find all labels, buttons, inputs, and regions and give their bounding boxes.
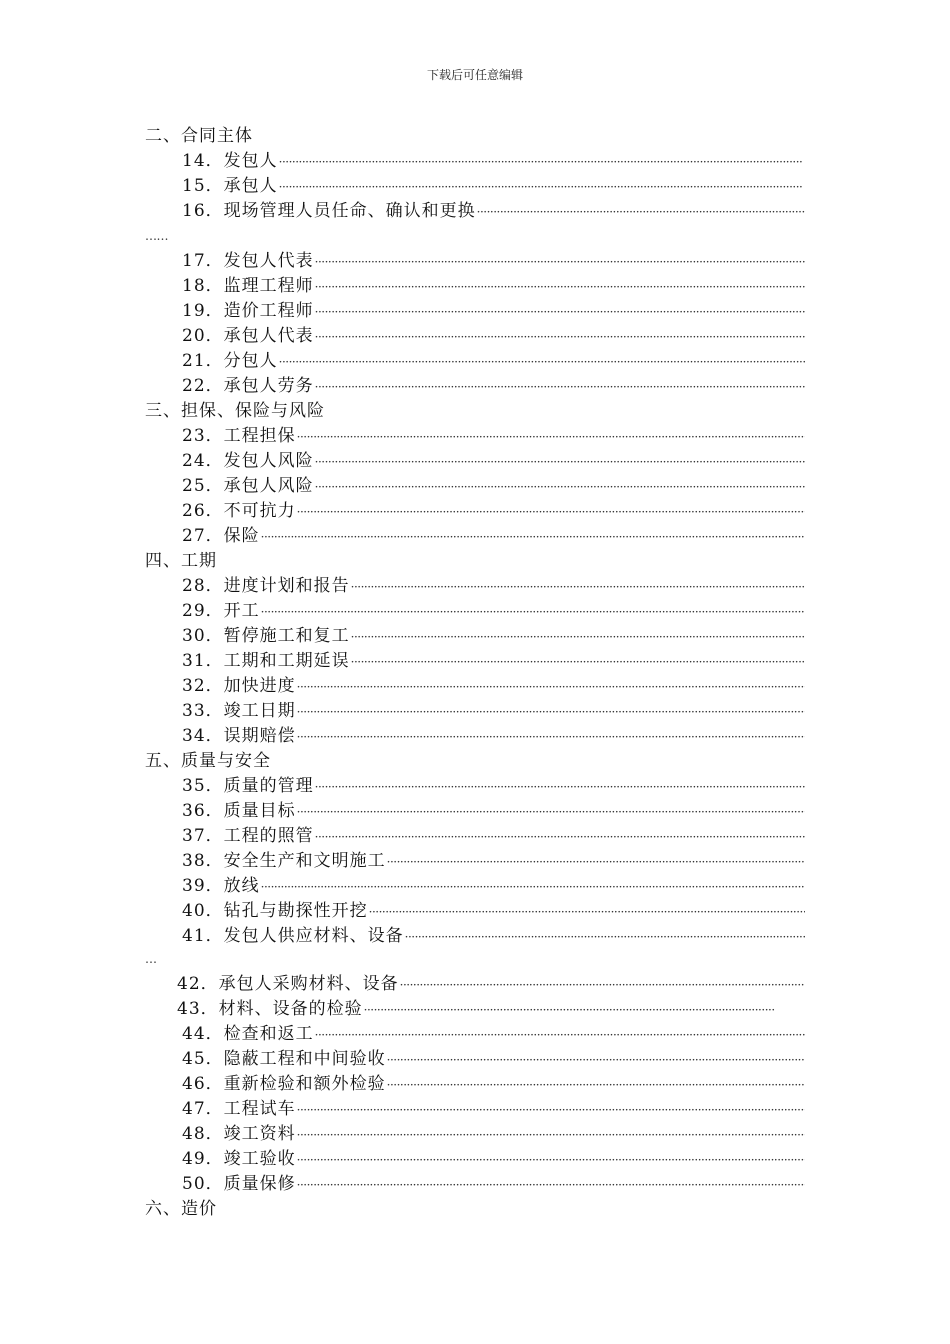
toc-entry[interactable] bbox=[182, 1147, 805, 1171]
toc-section-heading bbox=[145, 399, 325, 423]
dot-leader bbox=[315, 475, 805, 499]
toc-entry[interactable] bbox=[182, 324, 805, 348]
toc-entry-title: 15．承包人 bbox=[182, 176, 278, 196]
toc-entry-title: 21．分包人 bbox=[182, 351, 278, 371]
toc-entry[interactable] bbox=[182, 374, 805, 398]
section-title: 三、担保、保险与风险 bbox=[145, 401, 325, 421]
toc-section-heading bbox=[145, 549, 217, 573]
dot-leader bbox=[297, 725, 805, 749]
toc-entry-title: 39．放线 bbox=[182, 876, 260, 896]
toc-entry[interactable] bbox=[182, 874, 805, 898]
dot-leader bbox=[315, 775, 805, 799]
dot-leader bbox=[297, 425, 805, 449]
toc-entry-title: 24．发包人风险 bbox=[182, 451, 314, 471]
toc-entry[interactable] bbox=[182, 849, 805, 873]
dot-leader bbox=[297, 1123, 805, 1147]
toc-entry[interactable] bbox=[182, 474, 805, 498]
toc-entry[interactable] bbox=[182, 174, 803, 198]
toc-entry[interactable] bbox=[182, 1172, 805, 1196]
dot-leader bbox=[364, 998, 775, 1022]
toc-entry[interactable] bbox=[182, 599, 805, 623]
dot-leader bbox=[351, 625, 805, 649]
dot-leader bbox=[387, 1048, 805, 1072]
dot-leader bbox=[279, 175, 803, 199]
toc-entry[interactable] bbox=[177, 997, 775, 1021]
toc-entry-title: 20．承包人代表 bbox=[182, 326, 314, 346]
toc-section-heading bbox=[145, 124, 253, 148]
toc-entry-title: 14．发包人 bbox=[182, 151, 278, 171]
dot-leader bbox=[297, 800, 805, 824]
toc-entry-title: 19．造价工程师 bbox=[182, 301, 314, 321]
toc-entry-title: 17．发包人代表 bbox=[182, 251, 314, 271]
toc-entry-title: 28．进度计划和报告 bbox=[182, 576, 350, 596]
toc-entry[interactable] bbox=[182, 924, 805, 948]
section-title: 六、造价 bbox=[145, 1199, 217, 1219]
dot-leader bbox=[297, 1173, 805, 1197]
section-title: 五、质量与安全 bbox=[145, 751, 271, 771]
dot-leader bbox=[279, 150, 803, 174]
dot-leader bbox=[297, 500, 805, 524]
toc-entry[interactable] bbox=[182, 774, 805, 798]
toc-entry-title: 31．工期和工期延误 bbox=[182, 651, 350, 671]
dot-leader bbox=[315, 1023, 805, 1047]
toc-entry[interactable] bbox=[182, 1022, 805, 1046]
toc-entry[interactable] bbox=[182, 199, 805, 223]
dot-leader bbox=[297, 1148, 805, 1172]
leader-continuation bbox=[145, 224, 168, 248]
toc-entry[interactable] bbox=[182, 1122, 805, 1146]
toc-entry-title: 47．工程试车 bbox=[182, 1099, 296, 1119]
toc-entry[interactable] bbox=[182, 299, 805, 323]
dot-leader bbox=[387, 1073, 805, 1097]
dot-leader bbox=[297, 675, 805, 699]
toc-entry[interactable] bbox=[182, 699, 805, 723]
toc-entry[interactable] bbox=[182, 649, 805, 673]
page-header: 下载后可任意编辑 bbox=[426, 68, 523, 82]
toc-entry-title: 42．承包人采购材料、设备 bbox=[177, 974, 399, 994]
dot-leader bbox=[315, 375, 805, 399]
dot-leader bbox=[297, 1098, 805, 1122]
leader-dots: …… bbox=[145, 229, 168, 243]
toc-entry[interactable] bbox=[182, 149, 803, 173]
toc-entry-title: 18．监理工程师 bbox=[182, 276, 314, 296]
toc-entry[interactable] bbox=[182, 1072, 805, 1096]
toc-entry-title: 16．现场管理人员任命、确认和更换 bbox=[182, 201, 476, 221]
toc-entry[interactable] bbox=[177, 972, 805, 996]
toc-entry[interactable] bbox=[182, 1097, 805, 1121]
section-title: 二、合同主体 bbox=[145, 126, 253, 146]
dot-leader bbox=[279, 350, 805, 374]
toc-entry-title: 37．工程的照管 bbox=[182, 826, 314, 846]
dot-leader bbox=[315, 250, 805, 274]
toc-entry-title: 49．竣工验收 bbox=[182, 1149, 296, 1169]
toc-entry[interactable] bbox=[182, 824, 805, 848]
toc-entry-title: 41．发包人供应材料、设备 bbox=[182, 926, 404, 946]
leader-continuation bbox=[145, 947, 157, 971]
toc-entry-title: 36．质量目标 bbox=[182, 801, 296, 821]
toc-section-heading bbox=[145, 1197, 217, 1221]
toc-entry[interactable] bbox=[182, 1047, 805, 1071]
dot-leader bbox=[315, 275, 805, 299]
dot-leader bbox=[315, 325, 805, 349]
toc-entry[interactable] bbox=[182, 249, 805, 273]
toc-entry-title: 46．重新检验和额外检验 bbox=[182, 1074, 386, 1094]
toc-entry-title: 35．质量的管理 bbox=[182, 776, 314, 796]
toc-entry-title: 34．误期赔偿 bbox=[182, 726, 296, 746]
toc-entry[interactable] bbox=[182, 524, 805, 548]
toc-entry-title: 30．暂停施工和复工 bbox=[182, 626, 350, 646]
dot-leader bbox=[261, 525, 805, 549]
toc-entry[interactable] bbox=[182, 674, 805, 698]
toc-entry-title: 48．竣工资料 bbox=[182, 1124, 296, 1144]
dot-leader bbox=[400, 973, 805, 997]
dot-leader bbox=[351, 575, 805, 599]
toc-entry[interactable] bbox=[182, 274, 805, 298]
toc-entry-title: 38．安全生产和文明施工 bbox=[182, 851, 386, 871]
toc-entry-title: 45．隐蔽工程和中间验收 bbox=[182, 1049, 386, 1069]
dot-leader bbox=[369, 900, 805, 924]
toc-entry[interactable] bbox=[182, 449, 805, 473]
toc-entry[interactable] bbox=[182, 574, 805, 598]
toc-entry-title: 26．不可抗力 bbox=[182, 501, 296, 521]
toc-entry-title: 22．承包人劳务 bbox=[182, 376, 314, 396]
dot-leader bbox=[315, 300, 805, 324]
toc-entry[interactable] bbox=[182, 624, 805, 648]
toc-entry-title: 40．钻孔与勘探性开挖 bbox=[182, 901, 368, 921]
toc-entry-title: 43．材料、设备的检验 bbox=[177, 999, 363, 1019]
toc-entry[interactable] bbox=[182, 424, 805, 448]
toc-section-heading bbox=[145, 749, 271, 773]
toc-entry-title: 23．工程担保 bbox=[182, 426, 296, 446]
toc-entry[interactable] bbox=[182, 899, 805, 923]
toc-entry-title: 44．检查和返工 bbox=[182, 1024, 314, 1044]
dot-leader bbox=[297, 700, 805, 724]
toc-entry[interactable] bbox=[182, 349, 805, 373]
dot-leader bbox=[351, 650, 805, 674]
dot-leader bbox=[477, 200, 805, 224]
toc-entry-title: 27．保险 bbox=[182, 526, 260, 546]
section-title: 四、工期 bbox=[145, 551, 217, 571]
dot-leader bbox=[261, 600, 805, 624]
toc-entry-title: 32．加快进度 bbox=[182, 676, 296, 696]
toc-entry-title: 33．竣工日期 bbox=[182, 701, 296, 721]
dot-leader bbox=[315, 825, 805, 849]
toc-entry[interactable] bbox=[182, 724, 805, 748]
leader-dots: … bbox=[145, 952, 157, 966]
dot-leader bbox=[387, 850, 805, 874]
toc-entry[interactable] bbox=[182, 799, 805, 823]
dot-leader bbox=[315, 450, 805, 474]
dot-leader bbox=[261, 875, 805, 899]
toc-entry-title: 50．质量保修 bbox=[182, 1174, 296, 1194]
toc-entry-title: 29．开工 bbox=[182, 601, 260, 621]
toc-entry[interactable] bbox=[182, 499, 805, 523]
toc-entry-title: 25．承包人风险 bbox=[182, 476, 314, 496]
dot-leader bbox=[405, 925, 805, 949]
